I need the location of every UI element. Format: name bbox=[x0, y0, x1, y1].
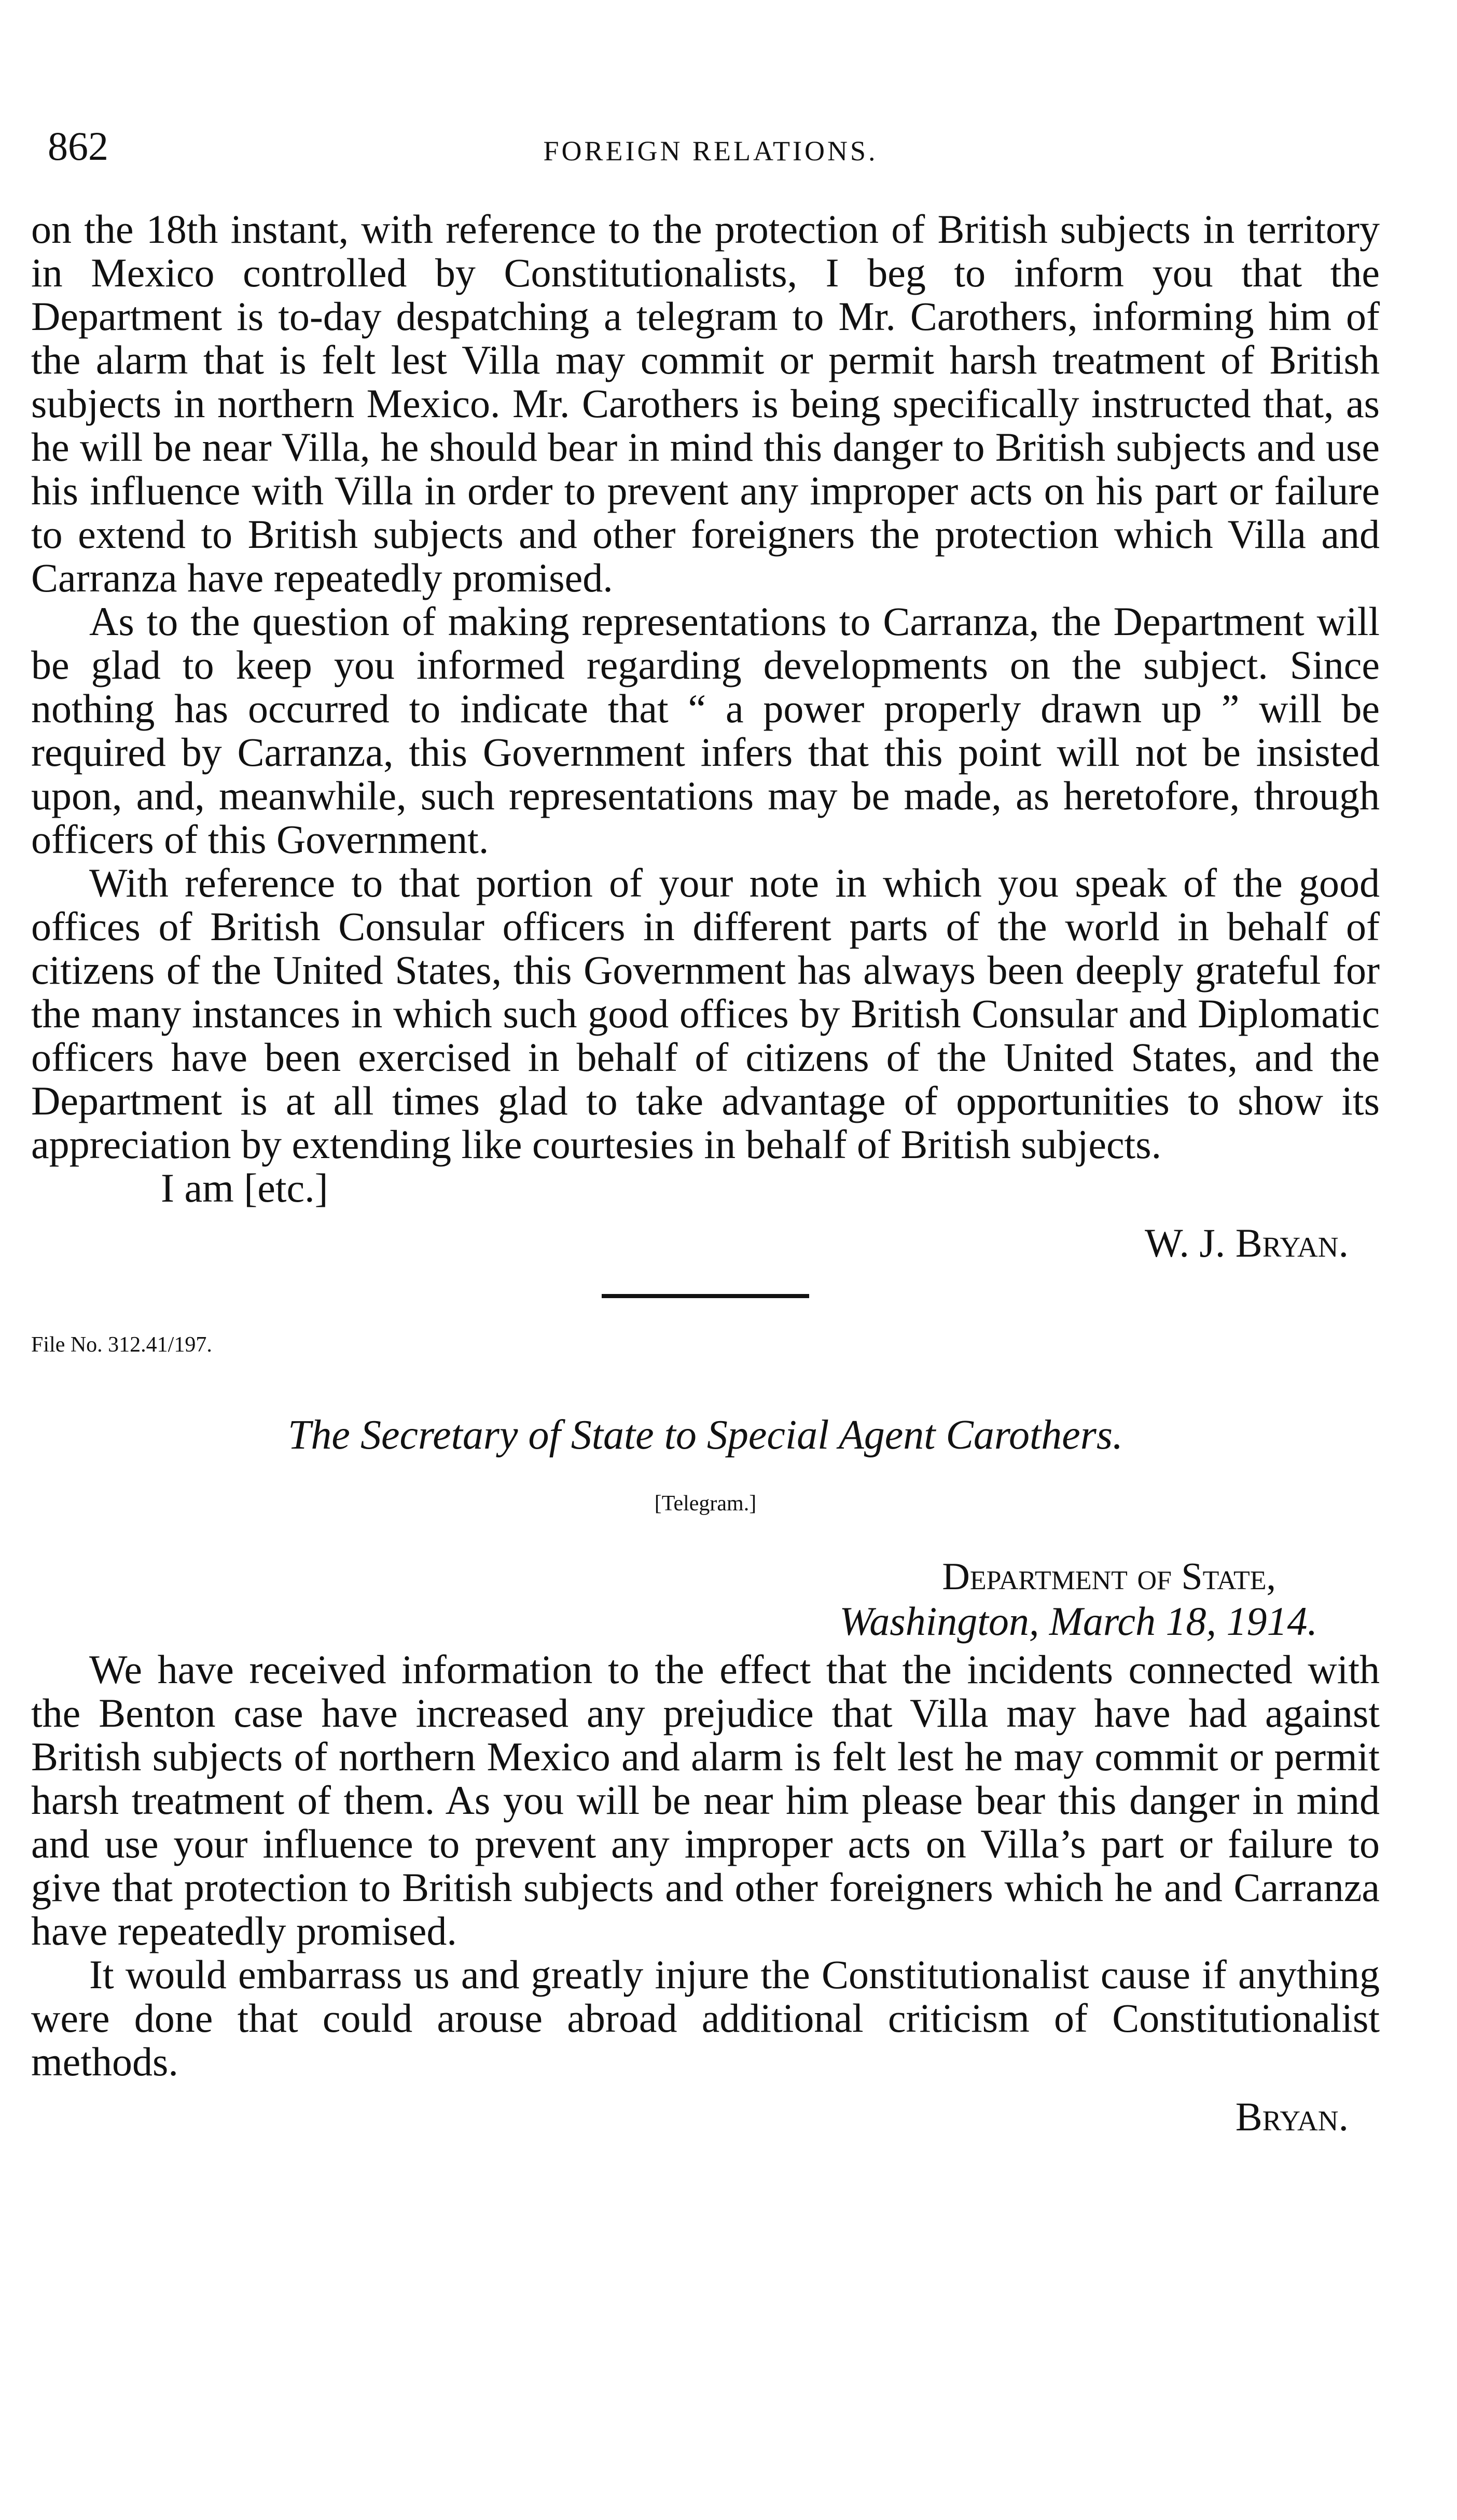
telegram-paragraph-2: It would embarrass us and greatly injure the Constitutionalist cause if anything were done that could arouse abroad additional criticism of Constitutionalist methods. bbox=[31, 1952, 1380, 2084]
page-header bbox=[31, 120, 1390, 177]
telegram-signature: Bryan. bbox=[1235, 2094, 1349, 2139]
page-number: 862 bbox=[48, 123, 108, 169]
letter-paragraph-3: With reference to that portion of your note in which you speak of the good offices of British Consular officers in different parts of the world in behalf of citizens of the United States, this Government has always been deeply grateful for the many instances in which such good offices by British Consular and Diplomatic officers have been exercised in behalf of citizens of the United States, and the Department is at all times glad to take advantage of opportunities to show its appreciation by extending like courtesies in behalf of British subjects. bbox=[31, 860, 1380, 1167]
letter-signature: W. J. Bryan. bbox=[1144, 1220, 1349, 1265]
document-type-label: [Telegram.] bbox=[654, 1492, 757, 1516]
telegram-paragraph-1: We have received information to the effect that the incidents connected with the Benton case have increased any prejudice that Villa may have had against British subjects of northern Mexico and alarm is felt lest he may commit or permit harsh treatment of them. As you will be near him please bear this danger in mind and use your influence to prevent any improper acts on Villa’s part or failure to give that protection to British subjects and other foreigners which he and Carranza have repeatedly promised. bbox=[31, 1647, 1380, 1953]
dateline-place-date: Washington, March 18, 1914. bbox=[839, 1599, 1317, 1644]
letter-closing: I am [etc.] bbox=[161, 1165, 328, 1210]
section-divider bbox=[602, 1294, 809, 1298]
letter-paragraph-1: on the 18th instant, with reference to the protection of British subjects in territory in Mexico controlled by Constitutionalists, I beg to inform you that the Department is to-day despatching a telegram to Mr. Carothers, informing him of the alarm that is felt lest Villa may commit or permit harsh treatment of British subjects in northern Mexico. Mr. Carothers is being specifically instructed that, as he will be near Villa, he should bear in mind this danger to British subjects and use his influence with Villa in order to prevent any improper acts on his part or failure to extend to British subjects and other foreigners the protection which Villa and Carranza have repeatedly promised. bbox=[31, 206, 1380, 600]
body-block bbox=[31, 208, 1380, 2141]
document-title: The Secretary of State to Special Agent Carothers. bbox=[287, 1412, 1123, 1458]
dateline-department: Department of State, bbox=[942, 1555, 1276, 1598]
running-head: FOREIGN RELATIONS. bbox=[543, 135, 878, 167]
document-page bbox=[31, 0, 1390, 2520]
file-number: File No. 312.41/197. bbox=[31, 1333, 212, 1357]
dateline bbox=[31, 1554, 1317, 1644]
letter-paragraph-2: As to the question of making representations to Carranza, the Department will be glad to keep you informed regarding developments on the subject. Since nothing has occurred to indicate that “ a power properly drawn up ” will be required by Carranza, this Government infers that this point will not be insisted upon, and, meanwhile, such representations may be made, as heretofore, through officers of this Government. bbox=[31, 599, 1380, 862]
